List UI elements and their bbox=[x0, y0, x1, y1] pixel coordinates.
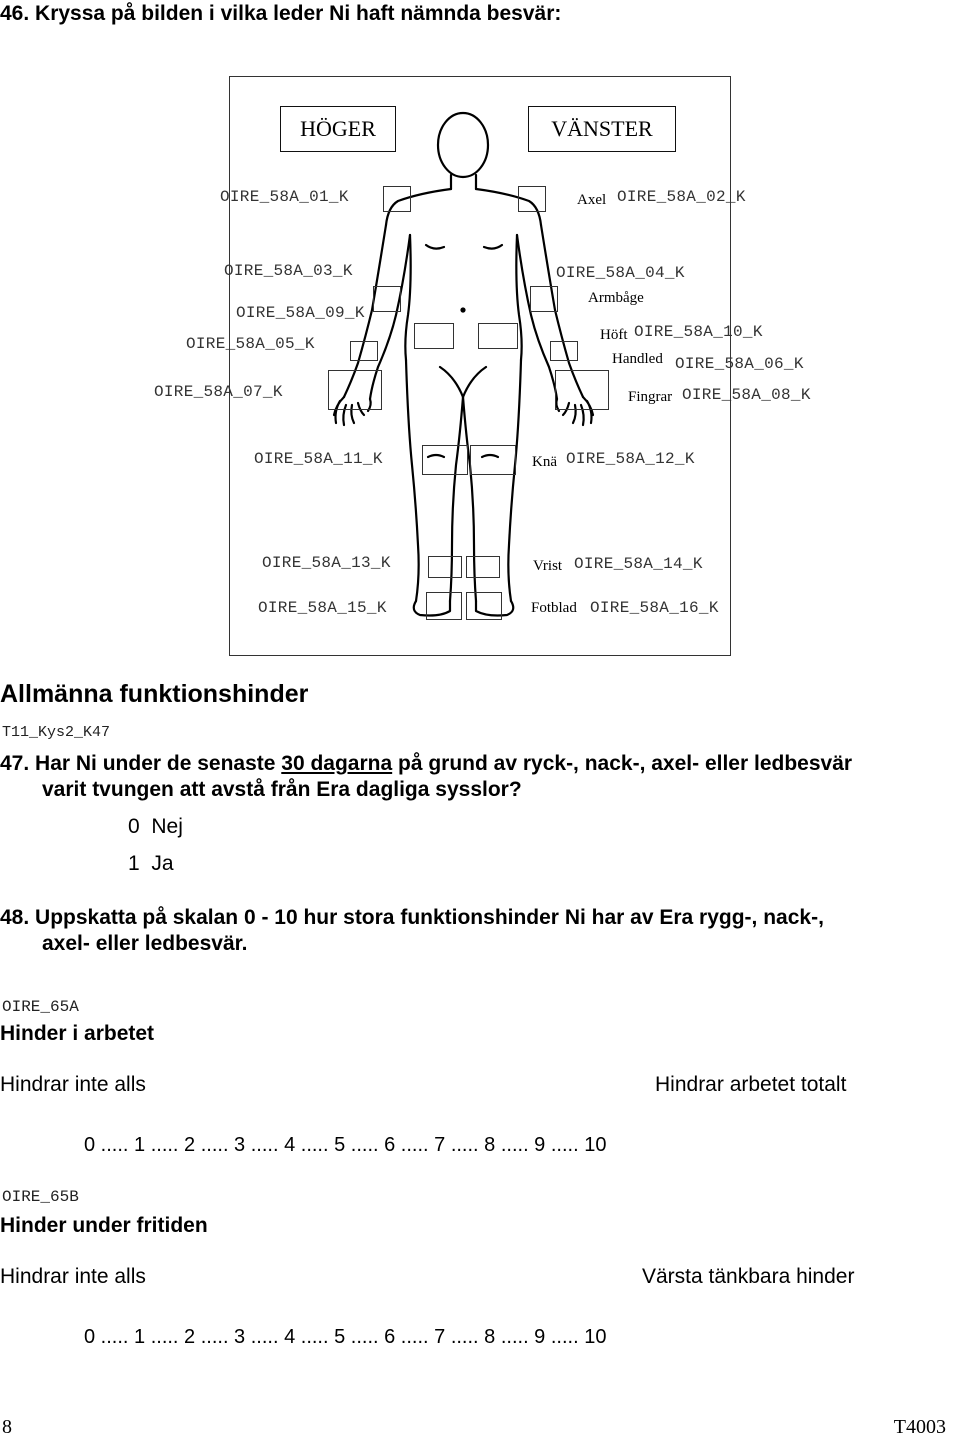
code-58a-07: OIRE_58A_07_K bbox=[154, 383, 283, 401]
checkbox-hip-right[interactable] bbox=[414, 323, 454, 349]
checkbox-ankle-right[interactable] bbox=[428, 556, 462, 578]
checkbox-elbow-right[interactable] bbox=[373, 286, 401, 312]
checkbox-foot-right[interactable] bbox=[426, 592, 462, 620]
scale-a-title: Hinder i arbetet bbox=[0, 1022, 155, 1045]
q47-underlined: 30 dagarna bbox=[281, 752, 393, 775]
code-58a-12: OIRE_58A_12_K bbox=[566, 450, 695, 468]
scale-a-code: OIRE_65A bbox=[2, 998, 79, 1016]
code-58a-05: OIRE_58A_05_K bbox=[186, 335, 315, 353]
q47-suffix: på grund av ryck-, nack-, axel- eller ledbesvär bbox=[392, 752, 853, 775]
scale-b-code: OIRE_65B bbox=[2, 1188, 79, 1206]
option-label: Nej bbox=[151, 815, 183, 838]
scale-b-title: Hinder under fritiden bbox=[0, 1214, 208, 1237]
code-58a-13: OIRE_58A_13_K bbox=[262, 554, 391, 572]
checkbox-fingers-left[interactable] bbox=[555, 370, 609, 410]
q47-prefix: 47. Har Ni under de senaste bbox=[0, 752, 282, 775]
checkbox-wrist-right[interactable] bbox=[350, 341, 378, 361]
document-code: T4003 bbox=[893, 1416, 946, 1438]
scale-b-left-anchor: Hindrar inte alls bbox=[0, 1265, 146, 1288]
joint-label-kna: Knä bbox=[532, 454, 557, 470]
scale-b-options[interactable]: 0 ..... 1 ..... 2 ..... 3 ..... 4 ..... 5 ..... 6 ..... 7 ..... 8 ..... 9 ..... 10 bbox=[84, 1326, 607, 1348]
checkbox-foot-left[interactable] bbox=[466, 592, 502, 620]
q48-line2: axel- eller ledbesvär. bbox=[42, 932, 248, 955]
code-58a-02: OIRE_58A_02_K bbox=[617, 188, 746, 206]
checkbox-shoulder-left[interactable] bbox=[518, 186, 546, 212]
scale-a-options[interactable]: 0 ..... 1 ..... 2 ..... 3 ..... 4 ..... 5 ..... 6 ..... 7 ..... 8 ..... 9 ..... 10 bbox=[84, 1134, 607, 1156]
joint-label-fingrar: Fingrar bbox=[628, 389, 673, 405]
joint-label-fotblad: Fotblad bbox=[531, 600, 577, 616]
q47-option-nej[interactable] bbox=[128, 815, 183, 839]
joint-label-axel: Axel bbox=[577, 192, 607, 208]
checkbox-fingers-right[interactable] bbox=[328, 370, 382, 410]
scale-b-right-anchor: Värsta tänkbara hinder bbox=[642, 1265, 855, 1288]
code-58a-10: OIRE_58A_10_K bbox=[634, 323, 763, 341]
right-side-header: HÖGER bbox=[280, 106, 396, 152]
joint-label-armbage: Armbåge bbox=[588, 290, 644, 306]
code-58a-15: OIRE_58A_15_K bbox=[258, 599, 387, 617]
checkbox-wrist-left[interactable] bbox=[550, 341, 578, 361]
scale-a-left-anchor: Hindrar inte alls bbox=[0, 1073, 146, 1096]
q47-option-ja[interactable] bbox=[128, 852, 174, 876]
code-58a-11: OIRE_58A_11_K bbox=[254, 450, 383, 468]
code-58a-09: OIRE_58A_09_K bbox=[236, 304, 365, 322]
q48-line1: 48. Uppskatta på skalan 0 - 10 hur stora funktionshinder Ni har av Era rygg-, nack-, bbox=[0, 906, 824, 929]
q47-line1 bbox=[0, 752, 852, 776]
option-code: 0 bbox=[128, 815, 140, 838]
option-label: Ja bbox=[151, 852, 174, 875]
joint-label-hoft: Höft bbox=[600, 327, 628, 343]
page-number: 8 bbox=[2, 1416, 12, 1438]
option-code: 1 bbox=[128, 852, 140, 875]
section-code: T11_Kys2_K47 bbox=[2, 724, 111, 741]
joint-label-handled: Handled bbox=[612, 351, 663, 367]
code-58a-06: OIRE_58A_06_K bbox=[675, 355, 804, 373]
q47-line2: varit tvungen att avstå från Era dagliga sysslor? bbox=[42, 778, 522, 801]
scale-a-right-anchor: Hindrar arbetet totalt bbox=[655, 1073, 847, 1096]
checkbox-shoulder-right[interactable] bbox=[383, 186, 411, 212]
checkbox-knee-right[interactable] bbox=[422, 445, 468, 475]
code-58a-14: OIRE_58A_14_K bbox=[574, 555, 703, 573]
section-title: Allmänna funktionshinder bbox=[0, 680, 309, 708]
left-side-header: VÄNSTER bbox=[528, 106, 676, 152]
checkbox-elbow-left[interactable] bbox=[530, 286, 558, 312]
joint-label-vrist: Vrist bbox=[533, 558, 563, 574]
checkbox-knee-left[interactable] bbox=[470, 445, 516, 475]
q46-title: 46. Kryssa på bilden i vilka leder Ni haft nämnda besvär: bbox=[0, 2, 562, 25]
code-58a-16: OIRE_58A_16_K bbox=[590, 599, 719, 617]
human-body-figure bbox=[300, 105, 640, 625]
checkbox-ankle-left[interactable] bbox=[466, 556, 500, 578]
code-58a-04: OIRE_58A_04_K bbox=[556, 264, 685, 282]
code-58a-03: OIRE_58A_03_K bbox=[224, 262, 353, 280]
code-58a-08: OIRE_58A_08_K bbox=[682, 386, 811, 404]
checkbox-hip-left[interactable] bbox=[478, 323, 518, 349]
code-58a-01: OIRE_58A_01_K bbox=[220, 188, 349, 206]
